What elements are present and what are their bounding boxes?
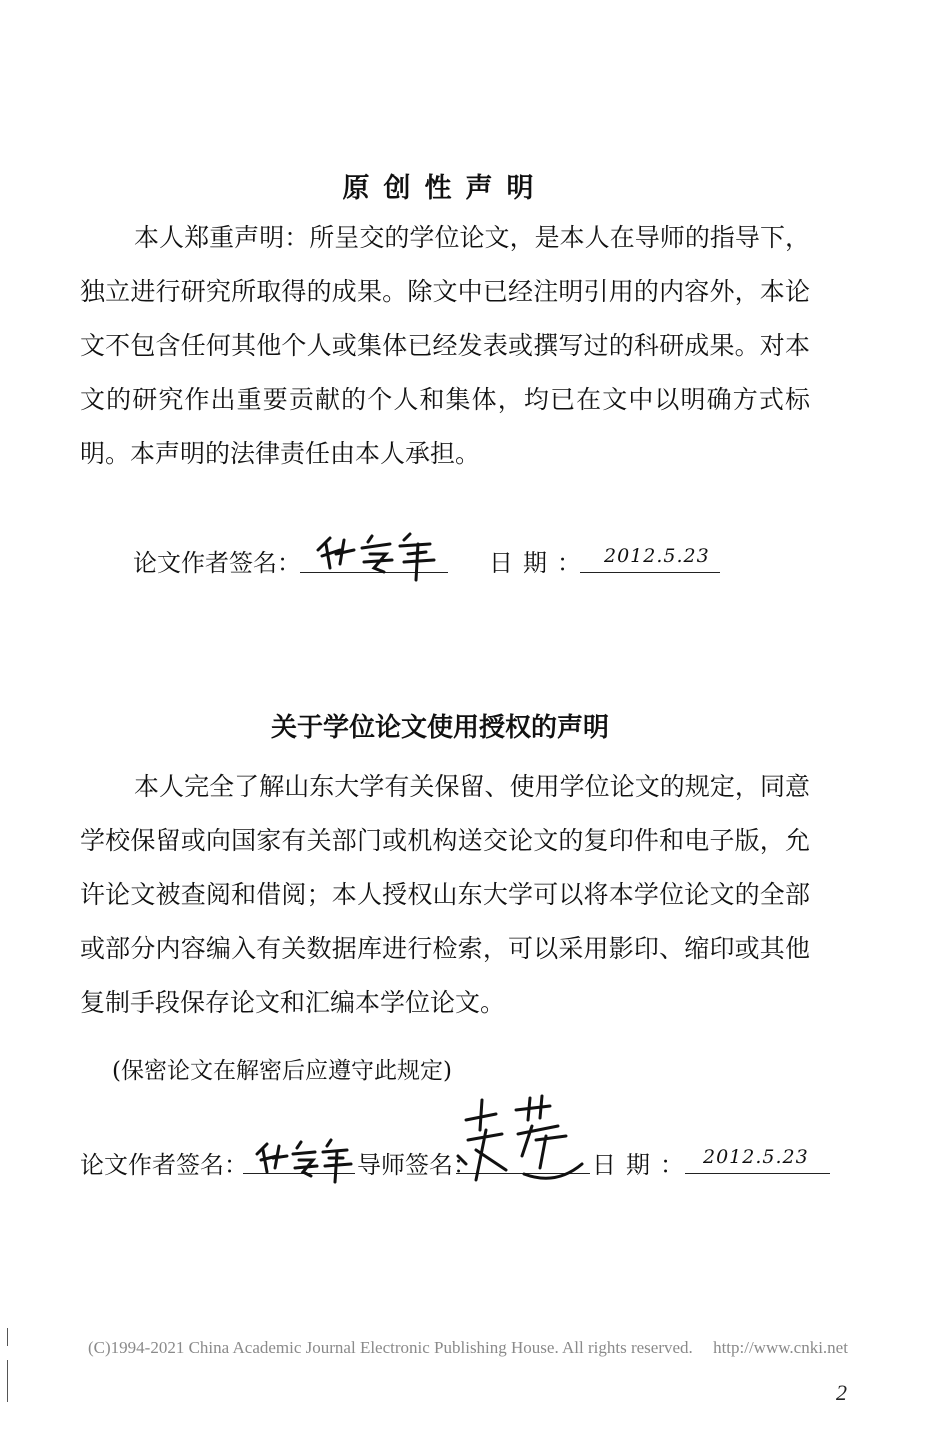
date-line [580, 572, 720, 573]
scan-edge-mark-2 [7, 1360, 8, 1402]
footer-link[interactable]: http://www.cnki.net [713, 1338, 848, 1357]
authorization-body: 本人完全了解山东大学有关保留、使用学位论文的规定，同意学校保留或向国家有关部门或机构送交论文的复印件和电子版，允许论文被查阅和借阅；本人授权山东大学可以将本学位论文的全部或部分内容编入有关数据库进行检索，可以采用影印、缩印或其他复制手段保存论文和汇编本学位论文。 [80, 772, 810, 1017]
scan-edge-mark [7, 1328, 8, 1346]
author-handwritten-signature-2 [243, 1130, 358, 1185]
copyright-text: (C)1994-2021 China Academic Journal Electronic Publishing House. All rights reserved. [88, 1338, 693, 1357]
handwritten-date: 2012.5.23 [604, 545, 710, 567]
author-signature-label-2: 论文作者签名： [80, 1151, 248, 1179]
authorization-title: 关于学位论文使用授权的声明 [270, 713, 609, 743]
date-line-2 [685, 1173, 830, 1174]
page-number: 2 [836, 1380, 847, 1405]
footer [88, 1338, 848, 1358]
declaration-title: 原创性声明 [342, 173, 548, 204]
confidentiality-note: (保密论文在解密后应遵守此规定) [112, 1058, 452, 1084]
date-label: 日期： [489, 549, 591, 577]
advisor-signature-label: 导师签名： [357, 1151, 477, 1179]
date-label-2: 日期： [592, 1151, 694, 1179]
handwritten-date-2: 2012.5.23 [703, 1146, 809, 1168]
author-signature-label: 论文作者签名： [133, 549, 301, 577]
declaration-body: 本人郑重声明：所呈交的学位论文，是本人在导师的指导下，独立进行研究所取得的成果。除文中已经注明引用的内容外，本论文不包含任何其他个人或集体已经发表或撰写过的科研成果。对本文的研究作出重要贡献的个人和集体，均已在文中以明确方式标明。本声明的法律责任由本人承担。 [80, 223, 810, 468]
advisor-handwritten-signature [446, 1090, 596, 1200]
author-handwritten-signature [300, 520, 450, 590]
